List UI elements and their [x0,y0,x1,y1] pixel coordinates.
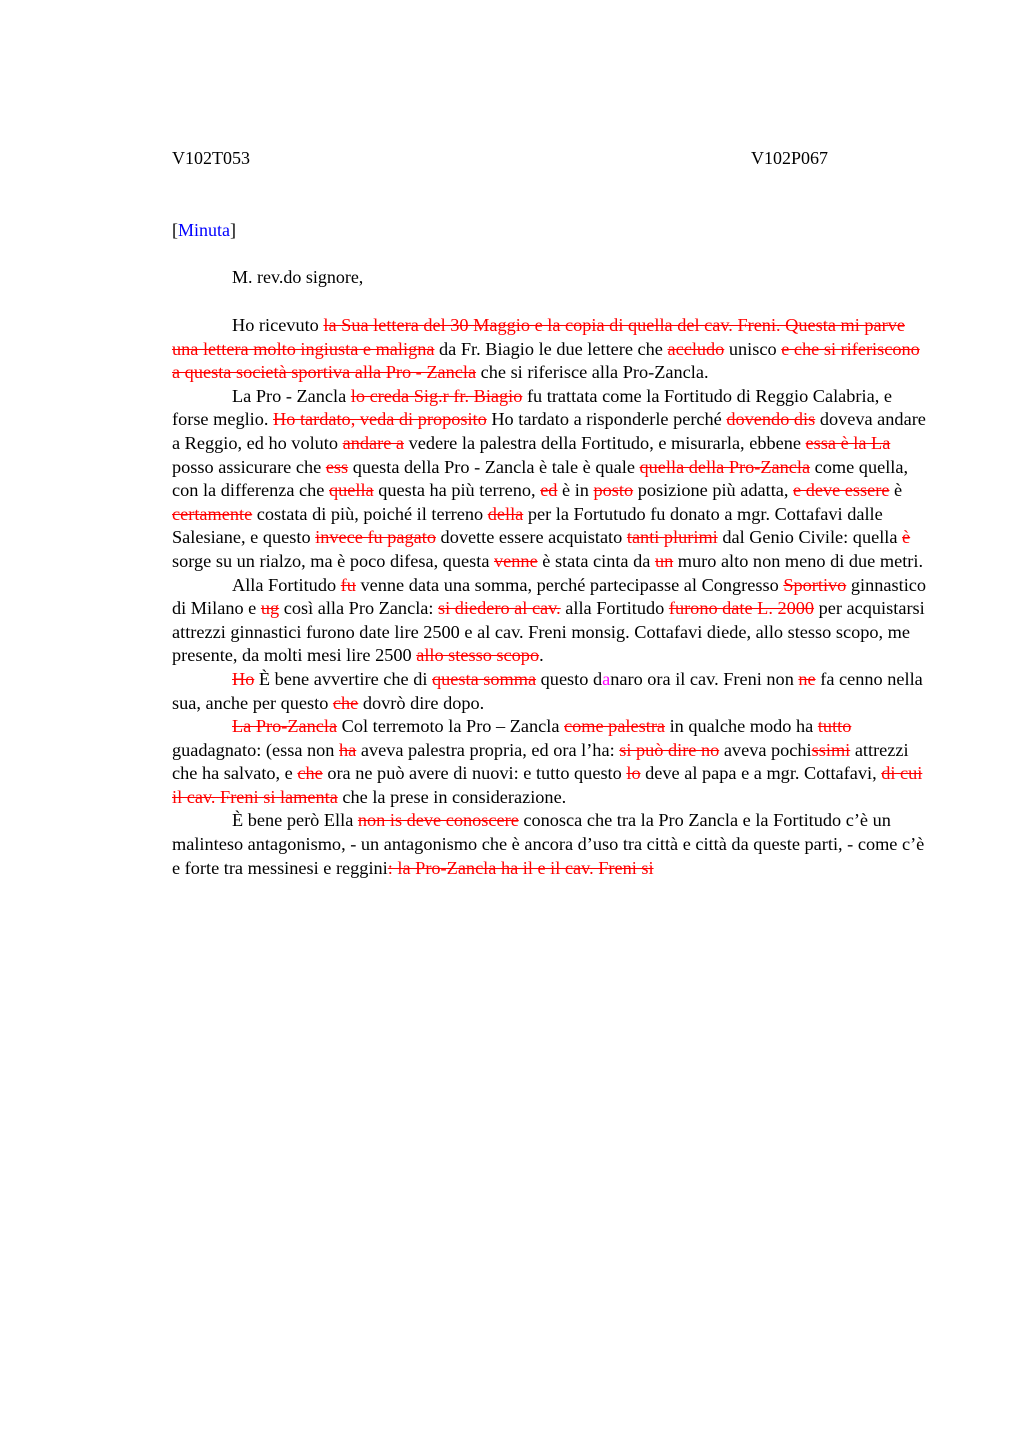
text-segment: fu trattata come la Fortitudo di Reggio Calabria, e forse meglio. [172,385,892,430]
deleted-text: ess [325,456,349,477]
deleted-text: e che si riferiscono a questa società sportiva alla Pro - Zancla [172,338,920,383]
text-segment: in qualche modo ha [665,716,818,737]
deleted-text: che [332,692,359,713]
deleted-text: quella della Pro-Zancla [639,456,811,477]
deleted-text: certamente [172,503,253,524]
text-segment: ora ne può avere di nuovi: e tutto questo [322,763,627,784]
text-segment: questa ha più terreno, [373,480,541,501]
text-segment: costata di più, poiché il terreno [252,503,488,524]
deleted-text: essa è la La [805,432,891,453]
text-segment: così alla Pro Zancla: [279,598,439,619]
deleted-text: Sportivo [783,574,847,595]
deleted-text: ug [260,598,280,619]
deleted-text: questa somma [432,668,537,689]
letter-body [172,314,932,880]
text-segment: deve al papa e a mgr. Cottafavi, [640,763,882,784]
document-code-right: V102P067 [751,148,829,168]
text-segment: unisco [724,338,782,359]
text-segment: venne data una somma, perché partecipasse al Congresso [355,574,784,595]
salutation: M. rev.do signore, [232,267,364,287]
text-segment: è stata cinta da [537,550,655,571]
deleted-text: si può dire no [619,739,720,760]
text-segment: questo d [536,668,603,689]
text-segment: Ho ricevuto [232,315,324,335]
text-segment: conosca che tra la Pro Zancla e la Fortitudo c’è un malinteso antagonismo, - un antagonismo che è ancora d’uso tra città e città da queste parti, - come c’è e forte tra messinesi e reggini [172,810,925,878]
deleted-text: e deve essere [793,480,890,501]
text-segment: vedere la palestra della Fortitudo, e misurarla, ebbene [404,432,806,453]
text-segment: muro alto non meno di due metri. [673,550,924,571]
deleted-text: non is deve conoscere [357,810,519,831]
deleted-text: ed [540,480,558,501]
deleted-text: lo creda Sig.r fr. Biagio [350,385,523,406]
text-segment: è [889,480,903,501]
paragraph [172,314,932,385]
text-segment: dovrò dire dopo. [358,692,485,713]
text-segment: È bene però Ella [232,810,358,831]
text-segment: ginnastico di Milano e [172,574,927,619]
text-segment: Alla Fortitudo [232,574,341,595]
text-segment: fa cenno nella sua, anche per questo [172,668,923,713]
text-segment: aveva palestra propria, ed ora l’ha: [356,739,620,760]
deleted-text: venne [494,550,538,571]
text-segment: guadagnato: (essa non [172,739,340,760]
text-segment: questa della Pro - Zancla è tale è quale [348,456,640,477]
deleted-text: : la Pro-Zancla ha il e il cav. Freni si [387,857,654,878]
highlighted-text: a [602,668,611,689]
text-segment: dovette essere acquistato [435,527,627,548]
deleted-text: posto [593,480,634,501]
text-segment: sorge su un rialzo, ma è poco difesa, questa [172,550,495,571]
text-segment: per acquistarsi attrezzi ginnastici furono date lire 2500 e al cav. Freni monsig. Cottafavi diede, allo stesso scopo, me presente, da molti mesi lire 2500 [172,598,925,666]
label-bracket-open: [ [172,220,178,240]
paragraph [172,574,932,668]
deleted-text: furono date L. 2000 [668,598,815,619]
deleted-text: ha [339,739,357,760]
text-segment: naro ora il cav. Freni non [610,668,799,689]
text-segment: alla Fortitudo [560,598,669,619]
label-bracket-close: ] [230,220,236,240]
text-segment: Ho tardato a risponderle perché [486,409,727,430]
text-segment: come quella, con la differenza che [172,456,909,501]
document-code-left: V102T053 [172,148,250,168]
deleted-text: la Sua lettera del 30 Maggio e la copia di quella del cav. Freni. Questa mi parve una lettera molto ingiusta e maligna [172,315,905,359]
deleted-text: Ho tardato, veda di proposito [273,409,487,430]
deleted-text: di cui il cav. Freni si lamenta [172,763,923,807]
paragraph [172,809,932,880]
text-segment: . [539,645,544,666]
paragraph [172,668,932,715]
text-segment: La Pro - Zancla [232,385,351,406]
deleted-text: invece fu pagato [315,527,436,548]
text-segment: che si riferisce alla Pro-Zancla. [476,362,709,383]
deleted-text: ssimi [811,739,851,760]
deleted-text: si diedero al cav. [438,598,561,619]
text-segment: Col terremoto la Pro – Zancla [337,716,565,737]
text-segment: aveva pochi [719,739,812,760]
deleted-text: della [487,503,524,524]
paragraph [172,385,932,574]
label-text: Minuta [178,220,230,240]
deleted-text: allo stesso scopo [416,645,540,666]
deleted-text: un [654,550,674,571]
text-segment: È bene avvertire che di [254,668,432,689]
text-segment: è in [557,480,594,501]
paragraph [172,715,932,809]
deleted-text: fu [340,574,356,595]
deleted-text: come palestra [564,716,666,737]
deleted-text: ne [798,668,816,689]
deleted-text: dovendo dis [726,409,816,430]
deleted-text: accludo [667,338,725,359]
text-segment: posizione più adatta, [633,480,794,501]
deleted-text: è [902,527,911,548]
deleted-text: andare a [342,432,405,453]
deleted-text: Ho [232,668,255,689]
deleted-text: che [297,763,323,784]
text-segment: dal Genio Civile: quella [717,527,903,548]
deleted-text: La Pro-Zancla [232,716,338,737]
minuta-label [172,219,236,241]
deleted-text: tanti plurimi [626,527,718,548]
text-segment: doveva andare a Reggio, ed ho voluto [172,409,926,453]
text-segment: da Fr. Biagio le due lettere che [434,338,668,359]
text-segment: per la Fortutudo fu donato a mgr. Cottafavi dalle Salesiane, e questo [172,503,883,548]
deleted-text: quella [329,480,374,501]
text-segment: posso assicurare che [172,456,326,477]
text-segment: attrezzi che ha salvato, e [172,739,909,784]
text-segment: che la prese in considerazione. [337,786,567,807]
deleted-text: lo [626,763,641,784]
deleted-text: tutto [817,716,852,737]
